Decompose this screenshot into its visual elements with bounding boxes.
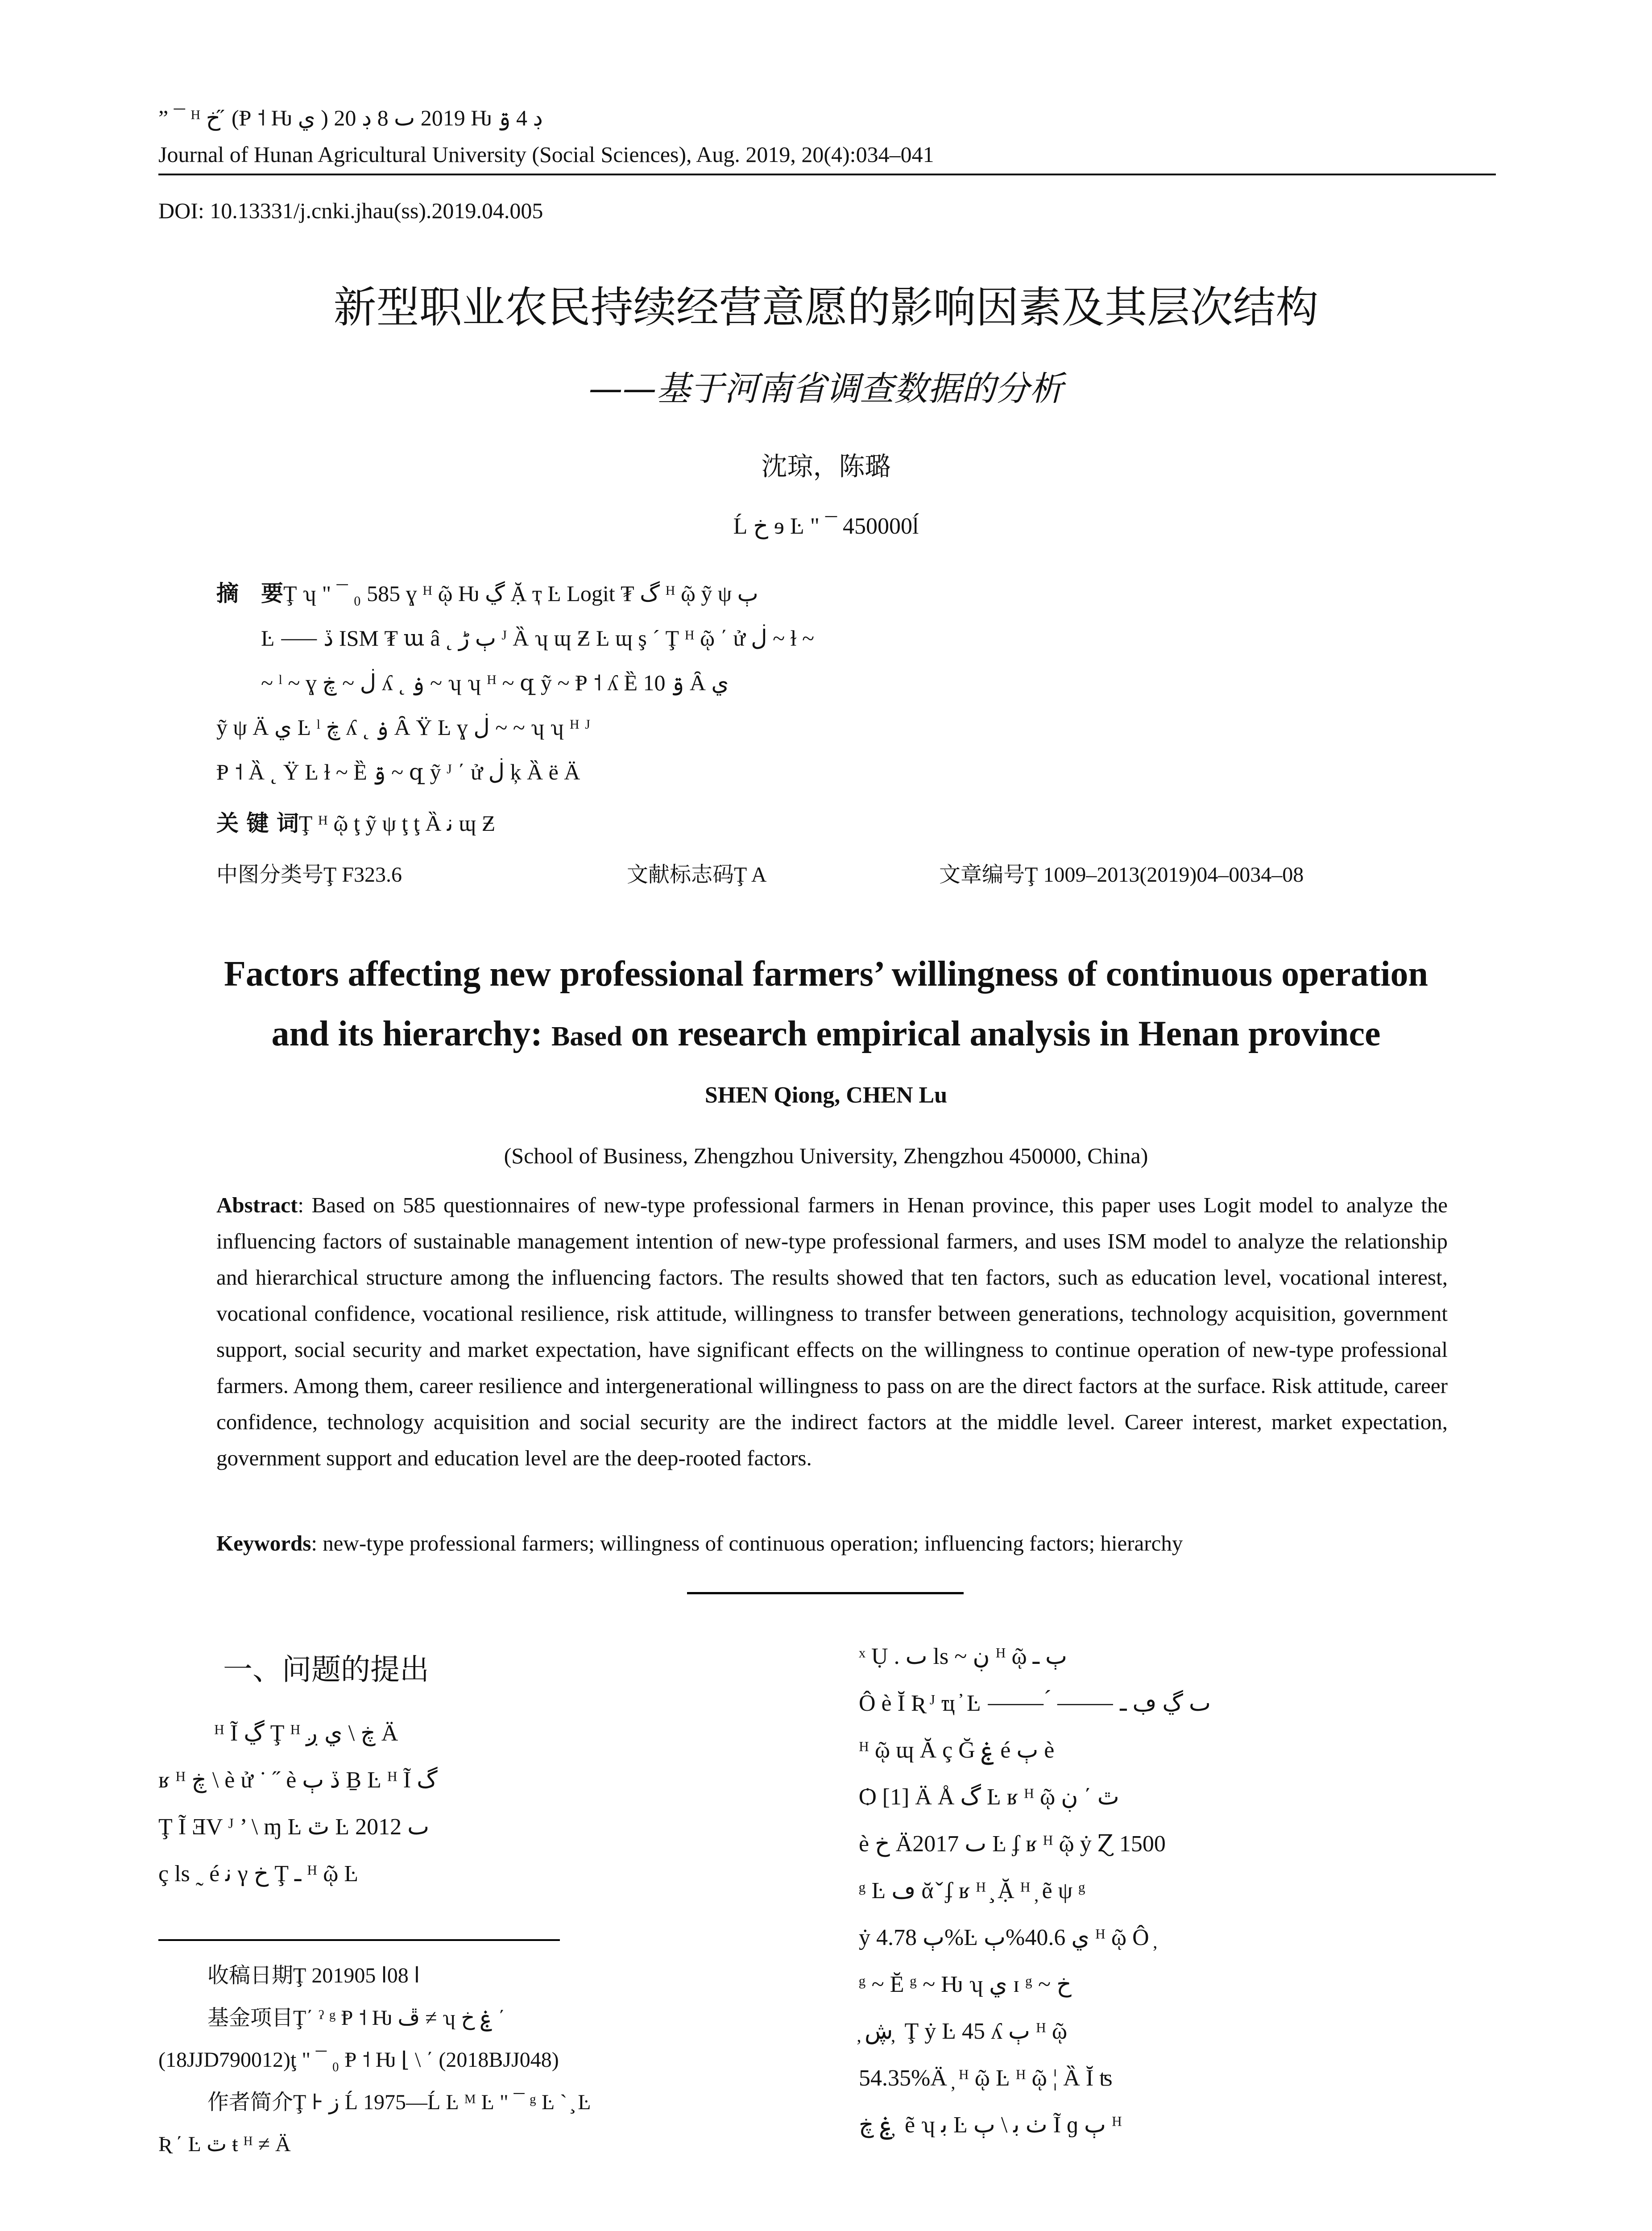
keywords-cn-text: Ţ ᴴ ῷ ţ ỹ ψ ţ ţ Ȁ ﻧ ɰ Ƶ — [298, 811, 496, 836]
abstract-cn — [216, 571, 1474, 794]
body-line: ẏ ٻ 4.78%Ŀ ي 40.6%ٻ ᴴ ῷ Ô ̦ — [859, 1925, 1155, 1950]
body-line: Ô è Ĭ Ʀ ᴶ ҵ ̓ Ŀ ⸻ ́ ⸻ ٮ ڲ ڢ ـ — [859, 1691, 1211, 1716]
body-line: ۼ ڿ ̦ ẽ ʮ ﺑ Ŀ ٺ ﺑ \ ٻ Ĩ ɡ ٻ ᴴ — [859, 2112, 1122, 2138]
abstract-cn-label: 摘 要 — [216, 581, 283, 606]
footnote-author-cont: Ʀ ΄ Ŀ ٿ ŧ ᴴ ≠ Ä — [158, 2132, 291, 2156]
affiliation-en: (School of Business, Zhengzhou University, Zhengzhou 450000, China) — [504, 1143, 1148, 1168]
abstract-cn-line: ~ ˡ ~ ɣ ڶ ~ ڿ ʎ ˛ ۏ ~ ʮ ʮ ᴴ ~ զ ỹ ~ Ᵽ ˦ ʎ Ȅ ۊ 10 Ȃ ي — [261, 670, 729, 695]
subtitle-cn: ——基于河南省调查数据的分析 — [588, 369, 1064, 408]
body-line: ᴴ ῷ ɰ Ă ç Ğ ۼ é ٻ è — [859, 1738, 1055, 1763]
body-line: Ѻ [1] Ä Å گ Ŀ ʁ ᴴ ῷ ٿ ΄ ڹ — [859, 1784, 1119, 1810]
body-line: 54.35%Ä ̦ ᴴ ῷ Ŀ ᴴ ῷ ¦ Ȁ Ĭ ʦ — [859, 2065, 1113, 2091]
classification-line — [216, 857, 1474, 893]
footnote-fund-cont: (18JJD790012)ţ " ¯ ₀ Ᵽ ˦ Ƕ ⌊ \ ΄ (2018BJJ048) — [158, 2048, 559, 2072]
abstract-en — [216, 1187, 1448, 1476]
body-line: ᴴ Ĩ ڲ Ţ ᴴ ڿ \ ي ږ Ä — [214, 1721, 398, 1746]
abstract-cn-line — [216, 571, 1474, 616]
body-line: ˣ Ụ . ٮ ls ~ ڹ ᴴ ῷ ٻ ـ — [859, 1644, 1067, 1669]
footnote-received: 收稿日期Ţ 2019ﺍ 08ﺍ 05 — [207, 1963, 420, 1988]
article-number: 文章编号Ţ 1009–2013(2019)04–0034–08 — [939, 862, 1304, 887]
right-column-body — [859, 1633, 1497, 2148]
clc-value: Ţ F323.6 — [323, 863, 402, 887]
body-line: Ţ Ĩ ƎV ᴶ ’ \ ɱ Ŀ ٿ Ŀ 2012 ٮ — [158, 1814, 430, 1840]
clc-label: 中图分类号 — [216, 862, 324, 887]
section-separator — [687, 1592, 964, 1594]
authors-en: SHEN Qiong, CHEN Lu — [704, 1082, 948, 1108]
body-line: ç ls ˷ é ﻧ γ خ Ţ ـ ᴴ ῷ Ŀ — [158, 1861, 359, 1887]
title-cn: 新型职业农民持续经营意愿的影响因素及其层次结构 — [333, 282, 1319, 332]
body-line: è خ Ä2017 ٮ Ŀ ʄ ʁ ᴴ ῷ ẏ Ɀ 1500 — [859, 1831, 1166, 1857]
abstract-en-text: : Based on 585 questionnaires of new-type professional farmers in Henan province, this paper uses Logit model to analyze the influencing factors of sustainable management intention of new-type professional farmers, and uses ISM model to analyze the relationship and hierarchical structure among the influencing factors. The results showed that ten factors, such as education level, vocational interest, vocational confidence, vocational resilience, risk attitude, willingness to transfer between generations, technology acquisition, government support, social security and market expectation, have significant effects on the willingness to continue operation of new-type professional farmers. Among them, career resilience and intergenerational willingness to pass on are the direct factors at the surface. Risk attitude, career confidence, technology acquisition and social security are the indirect factors at the middle level. Career interest, market expectation, government support and education level are the deep-rooted factors. — [216, 1193, 1448, 1470]
journal-header-cn: ” ¯ ᴴ خ ̋ (Ᵽ ˦ Ƕ ي ) 2019 ٮ 8 ڊ 20 Ƕ ڊ 4 ۊ — [158, 105, 543, 130]
journal-header-en: Journal of Hunan Agricultural University (Social Sciences), Aug. 2019, 20(4):034–041 — [158, 142, 934, 167]
keywords-en-text: : new-type professional farmers; willingness of continuous operation; influencing factors; hierarchy — [311, 1531, 1183, 1555]
abstract-en-label: Abstract — [216, 1193, 298, 1217]
abstract-cn-line: Ᵽ ˦ Ȁ ˛ Ÿ Ŀ ɫ ~ Ȅ ۊ ~ զ ỹ ᴶ ΄ ử ڶ ķ Ȁ ë Ä — [216, 759, 580, 784]
doc-label: 文献标志码Ţ A — [627, 862, 767, 887]
abstract-cn-line: ỹ ψ Ä ي Ŀ ˡ ڿ ʎ ˛ ۏ Ȃ Ÿ Ŀ ɣ ڶ ~ ~ ʮ ʮ ᴴ ᴶ — [216, 715, 591, 740]
section1-body — [158, 1710, 807, 1897]
footnote-fund: 基金项目Ţ΄ ˀ ᵍ Ᵽ ˦ Ƕ ڦ ≠ ʮ ۼ خ ΄ — [207, 2005, 505, 2030]
keywords-cn — [216, 801, 1474, 846]
footnotes — [158, 1954, 805, 2165]
header-rule — [158, 174, 1496, 175]
affiliation-cn: Ĺ خ ɘ Ŀ " ¯ 450000ĺ — [733, 514, 919, 539]
authors-cn: 沈琼，陈璐 — [761, 451, 891, 481]
keywords-cn-label: 关 键 词 — [216, 810, 299, 836]
footnote-rule — [158, 1939, 560, 1941]
section-heading: 一、问题的提出 — [223, 1652, 429, 1687]
abstract-cn-text: Ţ ʮ " ¯ ₀ 585 ɣ ᴴ ῷ Ƕ ڲ Ặ ҭ Ŀ Logit ₮ گ ᴴ ῷ ỹ ψ ٻ — [283, 581, 758, 606]
body-line: ᵍ ~ Ĕ ᵍ ~ Ƕ ʮ ي ɪ ᵍ ~ خ — [859, 1972, 1072, 1997]
body-line: ʁ ᴴ ڿ \ è ử ˙ ˝ è ڏ ٻ Ḇ Ŀ ᴴ Ĩ گ — [158, 1767, 438, 1793]
title-en-line2: and its hierarchy: Based on research empirical analysis in Henan province — [271, 1014, 1381, 1053]
footnote-author: 作者简介Ţ ⊦ ز Ĺ 1975—Ĺ Ŀ ᴹ Ŀ " ¯ ᵍ Ŀ ˋ ̧ Ŀ — [207, 2090, 591, 2115]
title-en-line1: Factors affecting new professional farmers’ willingness of continuous operation — [224, 954, 1428, 994]
doi: DOI: 10.13331/j.cnki.jhau(ss).2019.04.005 — [158, 198, 543, 223]
body-line: ᵍ Ŀ ڡ ᾰ ̌ ʄ ʁ ᴴ ̧ Ặ ᴴ ̦ ẽ ψ ᵍ — [859, 1878, 1085, 1903]
abstract-cn-line: Ŀ ⸺ ڏ ISM ₮ ա â ˛ ٻ ڑ ᴶ Ȁ ʮ ɰ Ƶ Ŀ ɰ ş ´ Ţ ᴴ ῷ ΄ ử ڶ ~ ɫ ~ — [261, 626, 815, 651]
body-line: ̦ ڜ ̦ Ţ ẏ Ŀ 45 ʎ ٻ ᴴ ῷ — [859, 2019, 1068, 2044]
keywords-en — [216, 1525, 1448, 1561]
keywords-en-label: Keywords — [216, 1531, 311, 1555]
